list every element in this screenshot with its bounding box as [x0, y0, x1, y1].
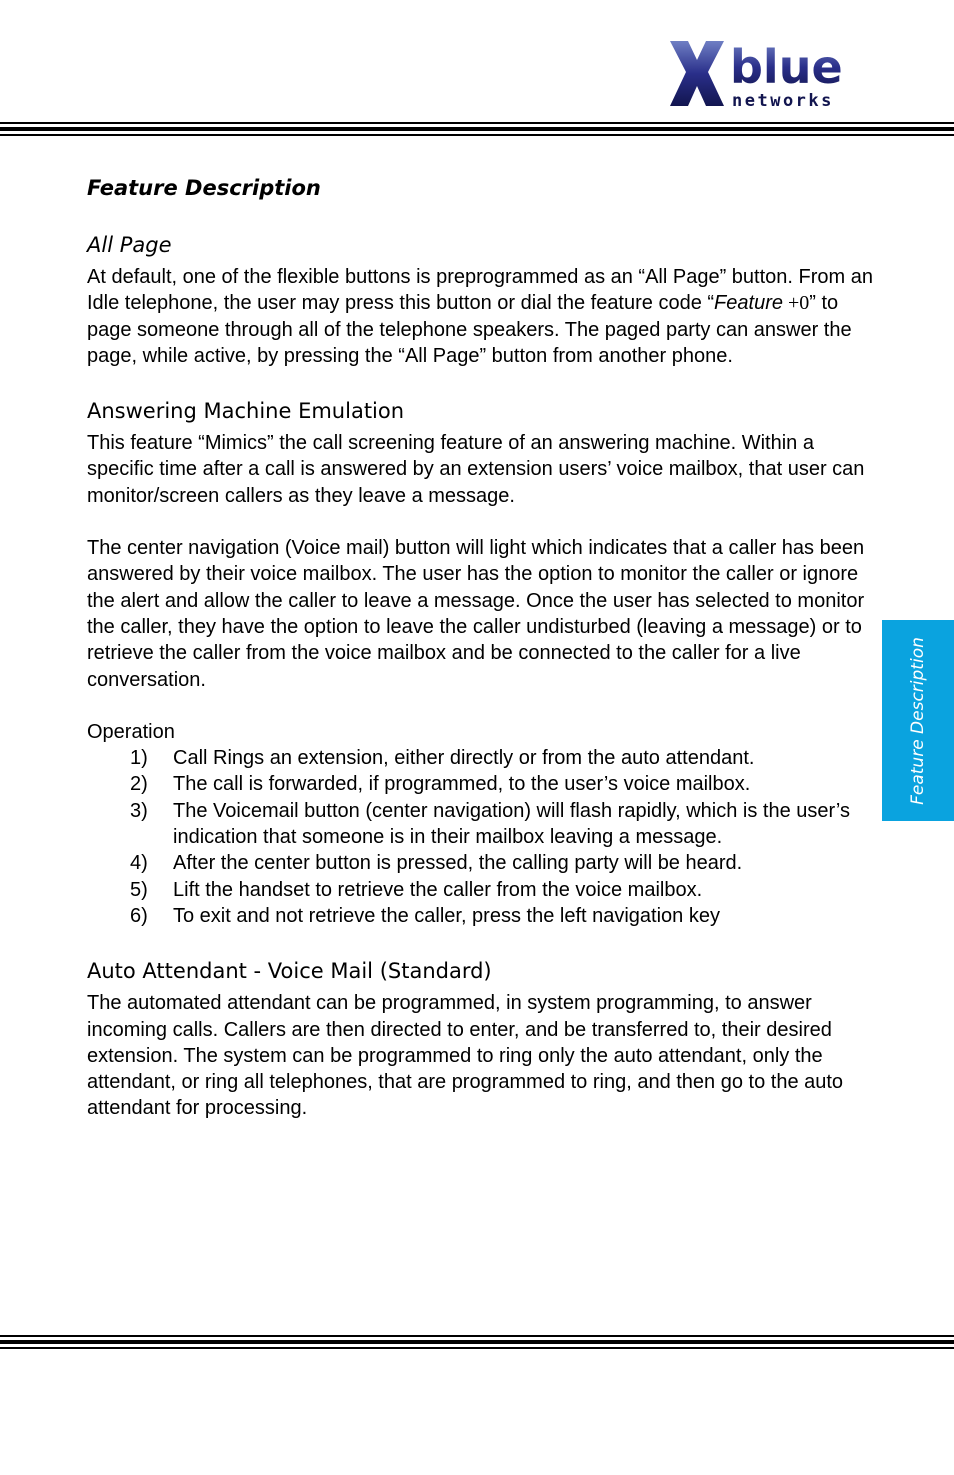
xblue-networks-logo: [668, 38, 872, 112]
page-title: Feature Description: [87, 176, 321, 200]
x-mark-icon: [670, 41, 724, 106]
side-tab-label: Feature Description: [908, 636, 928, 805]
list-item: 1) Call Rings an extension, either directly or from the auto attendant.: [130, 747, 755, 770]
all-page-paragraph: At default, one of the flexible buttons is preprogrammed as an “All Page” button. From an Idle telephone, the user may press this button or dial the feature code “Feature +0” to page someone through all of the telephone speakers. The paged party can answer the page, while active, by pressing the “All Page” button from another phone.: [87, 266, 873, 367]
auto-attendant-paragraph: The automated attendant can be programmed, in system programming, to answer incoming calls. Callers are then directed to enter, and be transferred to, their desired extension. The system can be programmed to ring only the auto attendant, only the attendant, or ring all telephones, that are programmed to ring, and then go to the auto attendant for processing.: [87, 992, 844, 1120]
page-content: [87, 172, 877, 1122]
section-side-tab: [882, 620, 954, 821]
list-item: 4) After the center button is pressed, the calling party will be heard.: [130, 852, 743, 875]
svg-text:blue: blue: [730, 40, 843, 94]
operation-steps: [87, 745, 877, 929]
svg-text:networks: networks: [732, 91, 834, 111]
section-title-answering-machine: Answering Machine Emulation: [87, 399, 405, 424]
list-item: 6) To exit and not retrieve the caller, press the left navigation key: [130, 904, 720, 927]
list-item: 2) The call is forwarded, if programmed, to the user’s voice mailbox.: [130, 773, 751, 796]
answering-machine-paragraph-1: This feature “Mimics” the call screening feature of an answering machine. Within a specific time after a call is answered by an extension users’ voice mailbox, that user can monitor/screen callers as they leave a message.: [87, 432, 865, 507]
operation-label: Operation: [87, 720, 175, 743]
list-item: 3) The Voicemail button (center navigation) will flash rapidly, which is the user’s indication that someone is in their mailbox leaving a message.: [130, 799, 850, 849]
list-item: 5) Lift the handset to retrieve the caller from the voice mailbox.: [130, 878, 703, 901]
section-title-auto-attendant: Auto Attendant - Voice Mail (Standard): [87, 959, 492, 984]
answering-machine-paragraph-2: The center navigation (Voice mail) button will light which indicates that a caller has been answered by their voice mailbox. The user has the option to monitor the caller or ignore the alert and allow the caller to leave a message. Once the user has selected to monitor the caller, they have the option to leave the caller undisturbed (leaving a message) or to retrieve the caller from the voice mailbox and be connected to the caller for a live conversation.: [87, 537, 865, 691]
section-title-all-page: All Page: [87, 233, 172, 257]
